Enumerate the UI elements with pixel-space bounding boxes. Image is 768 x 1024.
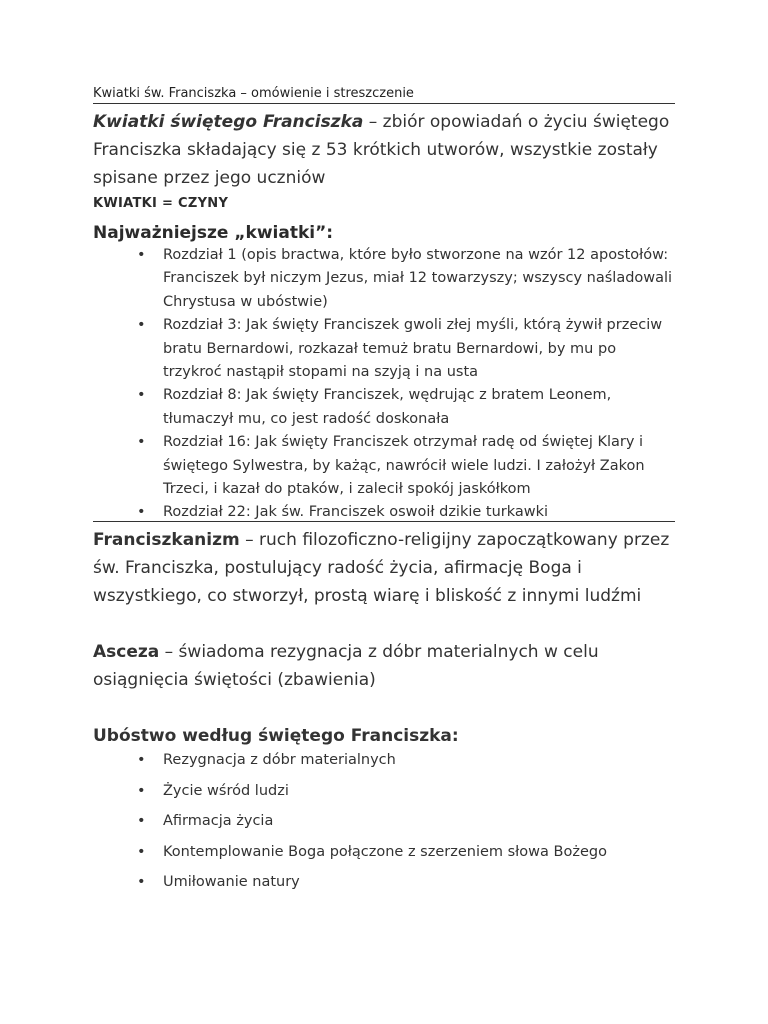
header-title: Kwiatki św. Franciszka – omówienie i streszczenie <box>93 86 414 101</box>
asceza-term: Asceza <box>93 642 160 662</box>
list-item: • Rozdział 3: Jak święty Franciszek gwoli złej myśli, którą żywił przeciw bratu Bernardowi, rozkazał temuż bratu Bernardowi, by mu po trzykroć nastąpił stopami na szyją i na usta <box>93 314 675 384</box>
kwiatki-czyny-note: KWIATKI = CZYNY <box>93 196 229 211</box>
list-item: • Życie wśród ludzi <box>93 780 675 811</box>
franciszkanizm-term: Franciszkanizm <box>93 530 240 550</box>
page-header <box>93 86 675 104</box>
list-item: • Umiłowanie natury <box>93 871 675 902</box>
asceza-paragraph <box>93 638 675 694</box>
intro-text: – zbiór opowiadań o życiu świętego Franciszka składający się z 53 krótkich utworów, wszystkie zostały spisane przez jego uczniów <box>93 112 670 188</box>
list-item: • Rozdział 22: Jak św. Franciszek oswoił dzikie turkawki <box>93 501 675 524</box>
intro-paragraph <box>93 108 675 192</box>
franciszkanizm-paragraph <box>93 526 683 610</box>
list-item: • Kontemplowanie Boga połączone z szerzeniem słowa Bożego <box>93 841 675 872</box>
section-divider <box>93 521 675 522</box>
intro-term: Kwiatki świętego Franciszka <box>93 112 364 132</box>
list-item: • Rozdział 16: Jak święty Franciszek otrzymał radę od świętej Klary i świętego Sylwestra, by każąc, nawrócił wiele ludzi. I założył Zakon Trzeci, i kazał do ptaków, i zalecił spokój jaskółkom <box>93 431 675 501</box>
important-heading: Najważniejsze „kwiatki”: <box>93 223 334 243</box>
chapter-list <box>93 244 675 525</box>
asceza-text: – świadoma rezygnacja z dóbr materialnych w celu osiągnięcia świętości (zbawienia) <box>93 642 599 690</box>
list-item: • Rezygnacja z dóbr materialnych <box>93 749 675 780</box>
list-item: • Rozdział 8: Jak święty Franciszek, wędrując z bratem Leonem, tłumaczył mu, co jest radość doskonała <box>93 384 675 431</box>
franciszkanizm-text: – ruch filozoficzno-religijny zapoczątkowany przez św. Franciszka, postulujący radość życia, afirmację Boga i wszystkiego, co stworzył, prostą wiarę i bliskość z innymi ludźmi <box>93 530 670 606</box>
list-item: • Rozdział 1 (opis bractwa, które było stworzone na wzór 12 apostołów: Franciszek był niczym Jezus, miał 12 towarzyszy; wszyscy naśladowali Chrystusa w ubóstwie) <box>93 244 675 314</box>
poverty-list <box>93 749 675 902</box>
list-item: • Afirmacja życia <box>93 810 675 841</box>
poverty-heading: Ubóstwo według świętego Franciszka: <box>93 726 459 746</box>
